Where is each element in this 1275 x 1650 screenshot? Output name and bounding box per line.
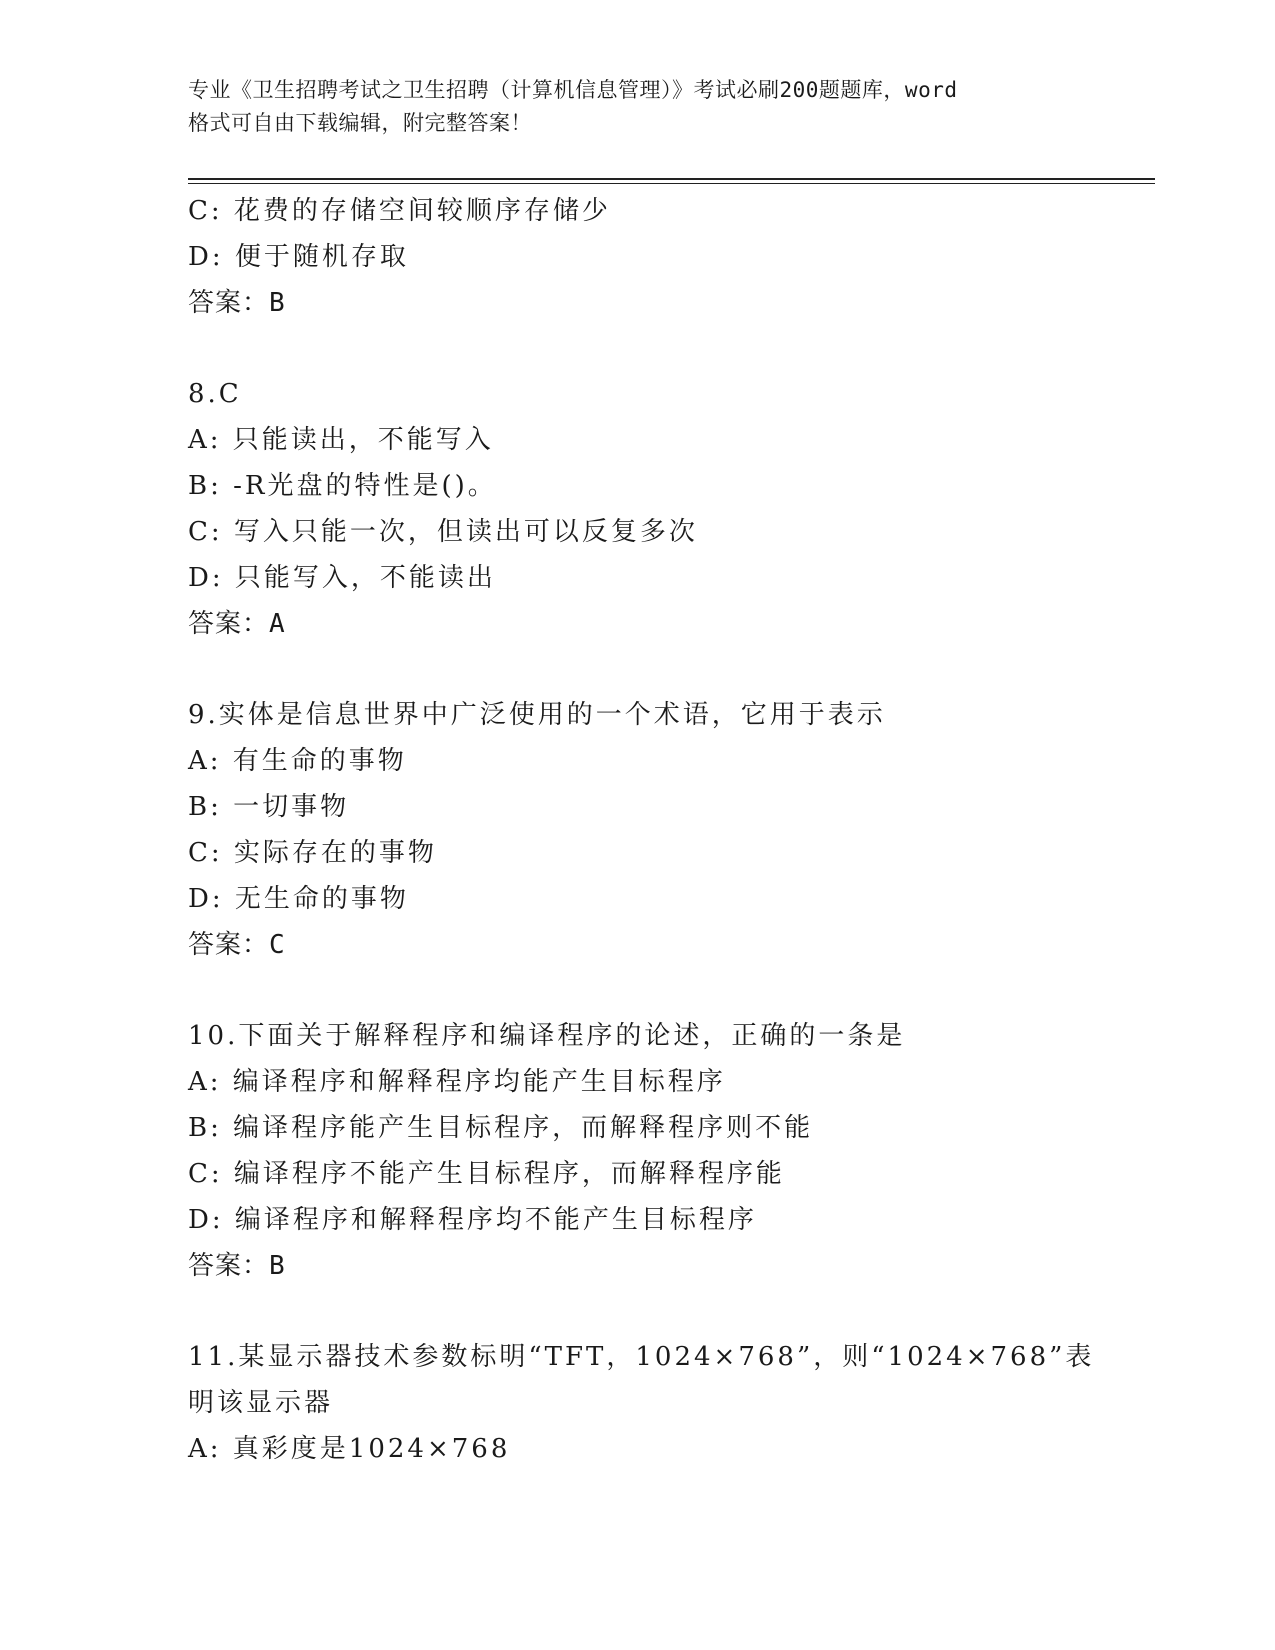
option-b: B: -R光盘的特性是()。 bbox=[188, 471, 497, 501]
document-header bbox=[188, 74, 1088, 140]
option-a: A: 真彩度是1024×768 bbox=[188, 1434, 511, 1464]
option-a: A: 编译程序和解释程序均能产生目标程序 bbox=[188, 1067, 726, 1097]
option-d: D: 无生命的事物 bbox=[188, 884, 409, 914]
block-spacer bbox=[188, 647, 1148, 692]
question-list bbox=[188, 188, 1148, 1472]
block-spacer bbox=[188, 968, 1148, 1013]
header-rule-thin bbox=[188, 183, 1155, 184]
option-d: D: 只能写入，不能读出 bbox=[188, 563, 496, 593]
option-b: B: 一切事物 bbox=[188, 792, 350, 822]
question-title-line-2: 明该显示器 bbox=[188, 1388, 334, 1418]
option-b: B: 编译程序能产生目标程序，而解释程序则不能 bbox=[188, 1113, 814, 1143]
option-c: C: 花费的存储空间较顺序存储少 bbox=[188, 196, 611, 226]
block-spacer bbox=[188, 326, 1148, 371]
question-block-11 bbox=[188, 1334, 1148, 1472]
option-c: C: 编译程序不能产生目标程序，而解释程序能 bbox=[188, 1159, 785, 1189]
block-spacer bbox=[188, 1289, 1148, 1334]
option-d: D: 编译程序和解释程序均不能产生目标程序 bbox=[188, 1205, 757, 1235]
option-c: C: 实际存在的事物 bbox=[188, 838, 437, 868]
answer-line: 答案：B bbox=[188, 1251, 286, 1281]
question-block-7 bbox=[188, 188, 1148, 326]
header-line-2: 格式可自由下载编辑，附完整答案！ bbox=[188, 111, 532, 135]
question-block-8 bbox=[188, 371, 1148, 647]
header-line-1: 专业《卫生招聘考试之卫生招聘（计算机信息管理）》考试必刷200题题库，word bbox=[188, 78, 958, 102]
header-rule-thick bbox=[188, 178, 1155, 180]
question-block-9 bbox=[188, 692, 1148, 968]
question-title: 9.实体是信息世界中广泛使用的一个术语，它用于表示 bbox=[188, 700, 886, 730]
question-title: 8.C bbox=[188, 379, 242, 409]
question-block-10 bbox=[188, 1013, 1148, 1289]
option-d: D: 便于随机存取 bbox=[188, 242, 409, 272]
answer-line: 答案：C bbox=[188, 930, 286, 960]
question-title: 10.下面关于解释程序和编译程序的论述，正确的一条是 bbox=[188, 1021, 906, 1051]
question-title-line-1: 11.某显示器技术参数标明“TFT，1024×768”，则“1024×768”表 bbox=[188, 1342, 1095, 1372]
option-a: A: 有生命的事物 bbox=[188, 746, 407, 776]
answer-line: 答案：A bbox=[188, 609, 286, 639]
option-c: C: 写入只能一次，但读出可以反复多次 bbox=[188, 517, 698, 547]
option-a: A: 只能读出，不能写入 bbox=[188, 425, 494, 455]
answer-line: 答案：B bbox=[188, 288, 286, 318]
